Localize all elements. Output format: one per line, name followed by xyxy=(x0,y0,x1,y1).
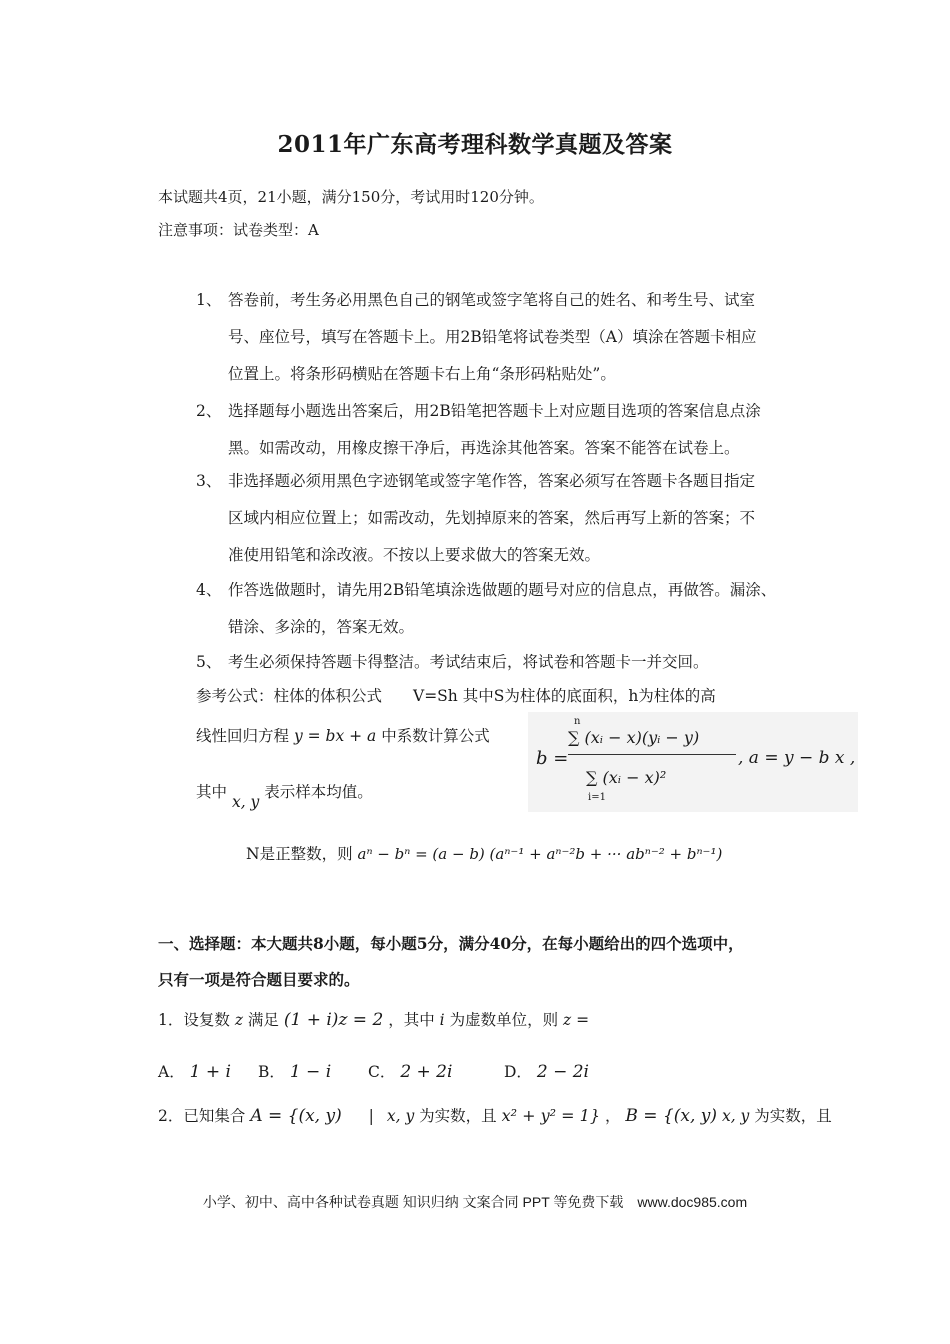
intro-line: 本试题共4页，21小题，满分150分，考试用时120分钟。 xyxy=(158,188,544,206)
sum-top: n xyxy=(574,716,581,727)
note-text: 黑。如需改动，用橡皮擦干净后，再选涂其他答案。答案不能答在试卷上。 xyxy=(228,439,740,457)
option-a xyxy=(158,1060,231,1082)
section-heading: 一、选择题：本大题共8小题，每小题5分，满分40分，在每小题给出的四个选项中， xyxy=(158,934,744,953)
note-text: 位置上。将条形码横贴在答题卡右上角“条形码粘贴处”。 xyxy=(228,365,616,383)
option-label: A． xyxy=(158,1063,185,1081)
option-label: B． xyxy=(258,1063,285,1081)
regression-equation: y = bx + a xyxy=(293,727,377,745)
regression-line xyxy=(196,724,490,746)
question-text: ，其中 xyxy=(388,1011,435,1029)
question-math: A = {(x, y) xyxy=(250,1106,342,1126)
question-math: x, y xyxy=(386,1107,415,1125)
question-text: 2．已知集合 xyxy=(158,1107,246,1125)
formula-a: , a = y − b x , xyxy=(738,748,856,768)
question-math: (1 + i)z = 2 xyxy=(283,1010,384,1030)
note-5 xyxy=(196,650,709,672)
question-text: ， xyxy=(604,1107,621,1125)
question-text: 为实数，且 xyxy=(754,1107,832,1125)
reference-volume: 参考公式：柱体的体积公式 V=Sh 其中S为柱体的底面积，h为柱体的高 xyxy=(196,687,716,705)
note-text: 考生必须保持答题卡得整洁。考试结束后，将试卷和答题卡一并交回。 xyxy=(228,653,709,671)
option-label: D． xyxy=(504,1063,532,1081)
note-text: 准使用铅笔和涂改液。不按以上要求做大的答案无效。 xyxy=(228,546,601,564)
note-number: 2、 xyxy=(196,402,222,420)
regression-prefix: 线性回归方程 xyxy=(196,727,290,745)
question-text: 满足 xyxy=(247,1011,279,1029)
formula-b-label: b = xyxy=(536,748,569,769)
power-prefix: N是正整数，则 xyxy=(246,845,353,863)
section-heading: 只有一项是符合题目要求的。 xyxy=(158,970,360,989)
page-footer: 小学、初中、高中各种试卷真题 知识归纳 文案合同 PPT 等免费下载 www.doc985.com xyxy=(202,1194,748,1210)
mean-suffix: 表示样本均值。 xyxy=(264,783,373,801)
question-text: 为虚数单位，则 xyxy=(449,1011,559,1029)
question-math: i xyxy=(439,1011,445,1029)
page-title: 2011年广东高考理科数学真题及答案 xyxy=(277,131,673,158)
note-1 xyxy=(196,288,755,310)
mean-line xyxy=(196,780,373,811)
regression-formula-image xyxy=(528,712,858,812)
note-number: 3、 xyxy=(196,472,222,490)
note-4 xyxy=(196,578,776,600)
sum-bottom: i=1 xyxy=(588,792,606,803)
option-value: 2 + 2i xyxy=(400,1062,453,1082)
note-number: 4、 xyxy=(196,581,222,599)
power-formula: aⁿ − bⁿ = (a − b) (aⁿ⁻¹ + aⁿ⁻²b + ··· abⁿ⁻² + bⁿ⁻¹) xyxy=(357,845,723,863)
regression-suffix: 中系数计算公式 xyxy=(381,727,490,745)
question-text: 为实数，且 xyxy=(419,1107,497,1125)
question-math: x, y xyxy=(721,1107,750,1125)
note-text: 答卷前，考生务必用黑色自己的钢笔或签字笔将自己的姓名、和考生号、试室 xyxy=(228,291,756,309)
question-1 xyxy=(158,1008,589,1030)
mean-prefix: 其中 xyxy=(196,783,228,801)
formula-numerator: ∑ (xᵢ − x)(yᵢ − y) xyxy=(568,728,700,747)
question-math: x² + y² = 1} xyxy=(501,1106,600,1125)
option-d xyxy=(504,1060,589,1082)
option-label: C． xyxy=(368,1063,396,1081)
question-text: = xyxy=(576,1011,590,1029)
question-math: z xyxy=(234,1011,243,1029)
note-number: 5、 xyxy=(196,653,222,671)
mean-vars: x, y xyxy=(231,793,260,811)
note-text: 号、座位号，填写在答题卡上。用2B铅笔将试卷类型（A）填涂在答题卡相应 xyxy=(228,328,757,346)
power-difference-line xyxy=(246,842,722,864)
question-math: B = {(x, y) xyxy=(625,1106,718,1126)
note-text: 作答选做题时，请先用2B铅笔填涂选做题的题号对应的信息点，再做答。漏涂、 xyxy=(228,581,777,599)
question-text: 1．设复数 xyxy=(158,1011,230,1029)
note-text: 区域内相应位置上；如需改动，先划掉原来的答案，然后再写上新的答案；不 xyxy=(228,509,756,527)
option-value: 2 − 2i xyxy=(536,1062,589,1082)
note-text: 错涂、多涂的，答案无效。 xyxy=(228,618,415,636)
option-b xyxy=(258,1060,331,1082)
note-2 xyxy=(196,399,761,421)
note-number: 1、 xyxy=(196,291,222,309)
note-text: 非选择题必须用黑色字迹钢笔或签字笔作答，答案必须写在答题卡各题目指定 xyxy=(228,472,756,490)
intro-line: 注意事项：试卷类型：A xyxy=(158,221,319,239)
note-text: 选择题每小题选出答案后，用2B铅笔把答题卡上对应题目选项的答案信息点涂 xyxy=(228,402,761,420)
question-math: z xyxy=(563,1011,572,1029)
note-3 xyxy=(196,469,755,491)
option-value: 1 + i xyxy=(189,1062,231,1082)
formula-denominator: ∑ (xᵢ − x)² xyxy=(586,768,667,787)
option-c xyxy=(368,1060,452,1082)
fraction-bar xyxy=(568,754,736,755)
question-2 xyxy=(158,1104,832,1126)
question-text: | xyxy=(368,1107,374,1125)
option-value: 1 − i xyxy=(289,1062,332,1082)
